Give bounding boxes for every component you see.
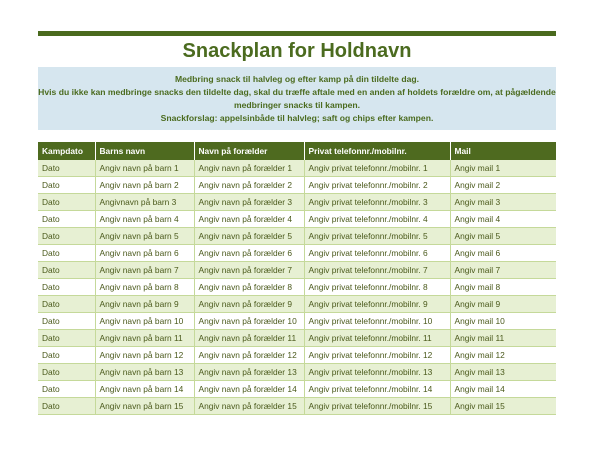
cell-foraelder[interactable]: Angiv navn på forælder 12 [194,347,304,364]
cell-barns-navn[interactable]: Angiv navn på barn 1 [95,160,194,177]
cell-foraelder[interactable]: Angiv navn på forælder 15 [194,398,304,415]
cell-barns-navn[interactable]: Angiv navn på barn 5 [95,228,194,245]
cell-barns-navn[interactable]: Angiv navn på barn 6 [95,245,194,262]
table-row [38,398,556,415]
page-title: Snackplan for Holdnavn [182,40,412,62]
cell-foraelder[interactable]: Angiv navn på forælder 3 [194,194,304,211]
cell-foraelder[interactable]: Angiv navn på forælder 8 [194,279,304,296]
cell-foraelder[interactable]: Angiv navn på forælder 10 [194,313,304,330]
info-line-2: Hvis du ikke kan medbringe snacks den tildelte dag, skal du træffe aftale med en anden af holdets forældre om, at pågældende [38,87,556,97]
cell-kampdato[interactable]: Dato [38,364,95,381]
cell-foraelder[interactable]: Angiv navn på forælder 9 [194,296,304,313]
snack-schedule-table [38,142,556,415]
cell-foraelder[interactable]: Angiv navn på forælder 4 [194,211,304,228]
cell-kampdato[interactable]: Dato [38,211,95,228]
table-row [38,211,556,228]
cell-telefon[interactable]: Angiv privat telefonnr./mobilnr. 9 [304,296,450,313]
cell-telefon[interactable]: Angiv privat telefonnr./mobilnr. 2 [304,177,450,194]
cell-kampdato[interactable]: Dato [38,160,95,177]
cell-kampdato[interactable]: Dato [38,381,95,398]
cell-barns-navn[interactable]: Angiv navn på barn 13 [95,364,194,381]
cell-mail[interactable]: Angiv mail 2 [450,177,556,194]
cell-kampdato[interactable]: Dato [38,330,95,347]
cell-kampdato[interactable]: Dato [38,279,95,296]
cell-kampdato[interactable]: Dato [38,313,95,330]
cell-kampdato[interactable]: Dato [38,228,95,245]
info-line-1: Medbring snack til halvleg og efter kamp på din tildelte dag. [174,74,419,84]
cell-foraelder[interactable]: Angiv navn på forælder 6 [194,245,304,262]
table-row [38,194,556,211]
cell-barns-navn[interactable]: Angiv navn på barn 15 [95,398,194,415]
cell-mail[interactable]: Angiv mail 3 [450,194,556,211]
header-barns-navn: Barns navn [95,142,194,160]
cell-mail[interactable]: Angiv mail 5 [450,228,556,245]
cell-barns-navn[interactable]: Angiv navn på barn 14 [95,381,194,398]
cell-kampdato[interactable]: Dato [38,262,95,279]
info-line-3: medbringer snacks til kampen. [233,100,361,110]
table-row [38,160,556,177]
header-mail: Mail [450,142,556,160]
cell-telefon[interactable]: Angiv privat telefonnr./mobilnr. 3 [304,194,450,211]
cell-barns-navn[interactable]: Angiv navn på barn 8 [95,279,194,296]
cell-telefon[interactable]: Angiv privat telefonnr./mobilnr. 11 [304,330,450,347]
cell-mail[interactable]: Angiv mail 7 [450,262,556,279]
cell-telefon[interactable]: Angiv privat telefonnr./mobilnr. 8 [304,279,450,296]
cell-telefon[interactable]: Angiv privat telefonnr./mobilnr. 7 [304,262,450,279]
cell-mail[interactable]: Angiv mail 15 [450,398,556,415]
cell-telefon[interactable]: Angiv privat telefonnr./mobilnr. 6 [304,245,450,262]
table-row [38,228,556,245]
table-row [38,279,556,296]
cell-foraelder[interactable]: Angiv navn på forælder 13 [194,364,304,381]
cell-foraelder[interactable]: Angiv navn på forælder 2 [194,177,304,194]
info-box [38,67,556,130]
table-row [38,364,556,381]
header-kampdato: Kampdato [38,142,95,160]
cell-kampdato[interactable]: Dato [38,347,95,364]
table-row [38,330,556,347]
table-row [38,296,556,313]
cell-kampdato[interactable]: Dato [38,177,95,194]
cell-kampdato[interactable]: Dato [38,245,95,262]
table-body [38,160,556,415]
table-row [38,347,556,364]
cell-telefon[interactable]: Angiv privat telefonnr./mobilnr. 12 [304,347,450,364]
cell-barns-navn[interactable]: Angivnavn på barn 3 [95,194,194,211]
cell-foraelder[interactable]: Angiv navn på forælder 1 [194,160,304,177]
cell-mail[interactable]: Angiv mail 8 [450,279,556,296]
cell-telefon[interactable]: Angiv privat telefonnr./mobilnr. 14 [304,381,450,398]
cell-mail[interactable]: Angiv mail 14 [450,381,556,398]
cell-telefon[interactable]: Angiv privat telefonnr./mobilnr. 1 [304,160,450,177]
cell-foraelder[interactable]: Angiv navn på forælder 11 [194,330,304,347]
cell-mail[interactable]: Angiv mail 13 [450,364,556,381]
cell-barns-navn[interactable]: Angiv navn på barn 12 [95,347,194,364]
cell-barns-navn[interactable]: Angiv navn på barn 11 [95,330,194,347]
cell-mail[interactable]: Angiv mail 9 [450,296,556,313]
cell-kampdato[interactable]: Dato [38,398,95,415]
table-row [38,262,556,279]
cell-mail[interactable]: Angiv mail 11 [450,330,556,347]
cell-kampdato[interactable]: Dato [38,296,95,313]
cell-barns-navn[interactable]: Angiv navn på barn 2 [95,177,194,194]
cell-barns-navn[interactable]: Angiv navn på barn 10 [95,313,194,330]
cell-telefon[interactable]: Angiv privat telefonnr./mobilnr. 4 [304,211,450,228]
cell-barns-navn[interactable]: Angiv navn på barn 4 [95,211,194,228]
info-line-4: Snackforslag: appelsinbåde til halvleg; saft og chips efter kampen. [160,113,434,123]
cell-mail[interactable]: Angiv mail 4 [450,211,556,228]
cell-mail[interactable]: Angiv mail 12 [450,347,556,364]
cell-barns-navn[interactable]: Angiv navn på barn 7 [95,262,194,279]
table-row [38,381,556,398]
header-telefon: Privat telefonnr./mobilnr. [304,142,450,160]
cell-mail[interactable]: Angiv mail 10 [450,313,556,330]
cell-mail[interactable]: Angiv mail 6 [450,245,556,262]
table-row [38,245,556,262]
cell-mail[interactable]: Angiv mail 1 [450,160,556,177]
cell-kampdato[interactable]: Dato [38,194,95,211]
table-header-row [38,142,556,160]
header-navn-paa-foraelder: Navn på forælder [194,142,304,160]
cell-telefon[interactable]: Angiv privat telefonnr./mobilnr. 5 [304,228,450,245]
cell-telefon[interactable]: Angiv privat telefonnr./mobilnr. 15 [304,398,450,415]
table-row [38,177,556,194]
cell-telefon[interactable]: Angiv privat telefonnr./mobilnr. 13 [304,364,450,381]
cell-telefon[interactable]: Angiv privat telefonnr./mobilnr. 10 [304,313,450,330]
cell-foraelder[interactable]: Angiv navn på forælder 5 [194,228,304,245]
cell-foraelder[interactable]: Angiv navn på forælder 14 [194,381,304,398]
cell-barns-navn[interactable]: Angiv navn på barn 9 [95,296,194,313]
table-row [38,313,556,330]
cell-foraelder[interactable]: Angiv navn på forælder 7 [194,262,304,279]
